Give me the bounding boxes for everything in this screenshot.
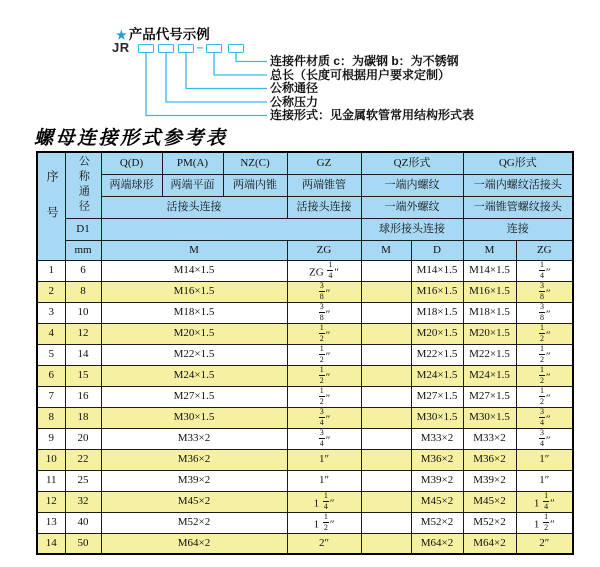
cell-m: M16×1.5 bbox=[101, 281, 287, 302]
cell-seq: 14 bbox=[37, 533, 65, 554]
cell-gz-zg: $\frac{3}{8}$ ″ bbox=[287, 302, 361, 323]
cell-qg-zg: $\frac{1}{4}$ ″ bbox=[516, 260, 573, 281]
table-title: 螺母连接形式参考表 bbox=[34, 128, 228, 149]
cell-m: M39×2 bbox=[101, 470, 287, 491]
cell-qg-zg: $\frac{3}{4}$ ″ bbox=[516, 428, 573, 449]
cell-seq: 4 bbox=[37, 323, 65, 344]
cell-qz-d: M18×1.5 bbox=[411, 302, 463, 323]
cell-seq: 3 bbox=[37, 302, 65, 323]
fraction: $\frac{1}{4}$ bbox=[328, 260, 333, 280]
fraction: $\frac{3}{4}$ bbox=[539, 428, 544, 448]
header-qz-ball-joint: 球形接头连接 bbox=[361, 218, 463, 240]
header-qg-m: M bbox=[463, 240, 516, 260]
cell-qg-m: M16×1.5 bbox=[463, 281, 516, 302]
cell-qg-m: M30×1.5 bbox=[463, 407, 516, 428]
cell-seq: 5 bbox=[37, 344, 65, 365]
table-row bbox=[37, 428, 573, 449]
fraction: $\frac{1}{2}$ bbox=[544, 512, 549, 532]
table-row bbox=[37, 491, 573, 512]
cell-gz-zg: $\frac{1}{2}$ ″ bbox=[287, 365, 361, 386]
cell-gz-zg: $\frac{1}{2}$ ″ bbox=[287, 323, 361, 344]
header-union-connection: 活接头连接 bbox=[101, 196, 287, 218]
fraction: $\frac{1}{2}$ bbox=[539, 386, 544, 406]
header-qg-taper-thread: 一端锥管螺纹接头 bbox=[463, 196, 573, 218]
cell-qz-d: M52×2 bbox=[411, 512, 463, 533]
table-row bbox=[37, 302, 573, 323]
cell-qz-d: M16×1.5 bbox=[411, 281, 463, 302]
fraction: $\frac{1}{2}$ bbox=[539, 344, 544, 364]
cell-seq: 7 bbox=[37, 386, 65, 407]
cell-m: M24×1.5 bbox=[101, 365, 287, 386]
cell-m: M20×1.5 bbox=[101, 323, 287, 344]
cell-dn: 6 bbox=[65, 260, 101, 281]
col-subheader-nz: 两端内锥 bbox=[223, 174, 287, 196]
cell-seq: 12 bbox=[37, 491, 65, 512]
connector-line-dn bbox=[186, 53, 267, 89]
cell-qz-m bbox=[361, 470, 411, 491]
cell-m: M45×2 bbox=[101, 491, 287, 512]
cell-qz-m bbox=[361, 491, 411, 512]
cell-seq: 1 bbox=[37, 260, 65, 281]
col-header-nz: NZ(C) bbox=[223, 152, 287, 174]
cell-m: M18×1.5 bbox=[101, 302, 287, 323]
fraction: $\frac{1}{2}$ bbox=[319, 365, 324, 385]
table-row bbox=[37, 365, 573, 386]
fraction: $\frac{1}{2}$ bbox=[539, 323, 544, 343]
code-label-length: 总长（长度可根据用户要求定制） bbox=[270, 67, 451, 82]
cell-qg-m: M22×1.5 bbox=[463, 344, 516, 365]
col-subheader-pm: 两端平面 bbox=[162, 174, 223, 196]
header-d1: D1 bbox=[65, 218, 101, 240]
cell-m: M33×2 bbox=[101, 428, 287, 449]
cell-qg-zg: 1″ bbox=[516, 449, 573, 470]
connector-line-pressure bbox=[166, 53, 267, 102]
table-row bbox=[37, 533, 573, 554]
cell-qg-zg: 1 $\frac{1}{2}$ ″ bbox=[516, 512, 573, 533]
cell-qg-m: M39×2 bbox=[463, 470, 516, 491]
cell-seq: 9 bbox=[37, 428, 65, 449]
cell-qz-m bbox=[361, 302, 411, 323]
cell-dn: 25 bbox=[65, 470, 101, 491]
header-m-span: M bbox=[101, 240, 287, 260]
cell-qz-d: M27×1.5 bbox=[411, 386, 463, 407]
cell-seq: 11 bbox=[37, 470, 65, 491]
fraction: $\frac{1}{2}$ bbox=[319, 344, 324, 364]
cell-qg-zg: $\frac{1}{2}$ ″ bbox=[516, 365, 573, 386]
cell-seq: 2 bbox=[37, 281, 65, 302]
table-row bbox=[37, 470, 573, 491]
cell-qg-zg: $\frac{3}{4}$ ″ bbox=[516, 407, 573, 428]
cell-dn: 14 bbox=[65, 344, 101, 365]
cell-qz-m bbox=[361, 323, 411, 344]
header-mm: mm bbox=[65, 240, 101, 260]
cell-dn: 18 bbox=[65, 407, 101, 428]
diagram-heading-text: 产品代号示例 bbox=[128, 27, 210, 42]
cell-qg-m: M14×1.5 bbox=[463, 260, 516, 281]
cell-qz-d: M36×2 bbox=[411, 449, 463, 470]
cell-qz-m bbox=[361, 533, 411, 554]
col-header-qz: QZ形式 bbox=[361, 152, 463, 174]
cell-qz-d: M20×1.5 bbox=[411, 323, 463, 344]
cell-qg-zg: 2″ bbox=[516, 533, 573, 554]
cell-qg-zg: 1 $\frac{1}{4}$ ″ bbox=[516, 491, 573, 512]
col-subheader-gz: 两端锥管 bbox=[287, 174, 361, 196]
header-qg-zg: ZG bbox=[516, 240, 573, 260]
cell-gz-zg: 1 $\frac{1}{2}$ ″ bbox=[287, 512, 361, 533]
cell-qz-d: M30×1.5 bbox=[411, 407, 463, 428]
cell-qg-m: M33×2 bbox=[463, 428, 516, 449]
cell-dn: 50 bbox=[65, 533, 101, 554]
cell-seq: 10 bbox=[37, 449, 65, 470]
cell-gz-zg: 1″ bbox=[287, 449, 361, 470]
cell-qz-m bbox=[361, 449, 411, 470]
cell-seq: 13 bbox=[37, 512, 65, 533]
cell-qz-d: M64×2 bbox=[411, 533, 463, 554]
cell-qg-zg: $\frac{1}{2}$ ″ bbox=[516, 386, 573, 407]
table-row bbox=[37, 260, 573, 281]
table-row bbox=[37, 449, 573, 470]
header-qz-d: D bbox=[411, 240, 463, 260]
cell-qg-m: M24×1.5 bbox=[463, 365, 516, 386]
cell-seq: 6 bbox=[37, 365, 65, 386]
cell-qz-m bbox=[361, 365, 411, 386]
fraction: $\frac{3}{8}$ bbox=[319, 281, 324, 301]
header-d1-empty bbox=[101, 218, 361, 240]
col-header-dn: 公称通径 bbox=[65, 152, 101, 218]
cell-dn: 15 bbox=[65, 365, 101, 386]
cell-dn: 12 bbox=[65, 323, 101, 344]
cell-qz-m bbox=[361, 260, 411, 281]
cell-m: M22×1.5 bbox=[101, 344, 287, 365]
fraction: $\frac{1}{4}$ bbox=[544, 491, 549, 511]
cell-qz-d: M22×1.5 bbox=[411, 344, 463, 365]
cell-m: M52×2 bbox=[101, 512, 287, 533]
cell-dn: 10 bbox=[65, 302, 101, 323]
fraction: $\frac{3}{8}$ bbox=[539, 302, 544, 322]
cell-qz-m bbox=[361, 407, 411, 428]
cell-qg-m: M18×1.5 bbox=[463, 302, 516, 323]
cell-m: M36×2 bbox=[101, 449, 287, 470]
cell-qg-zg: $\frac{3}{8}$ ″ bbox=[516, 302, 573, 323]
cell-gz-zg: $\frac{1}{2}$ ″ bbox=[287, 386, 361, 407]
code-label-dn: 公称通径 bbox=[270, 81, 319, 95]
table-row bbox=[37, 344, 573, 365]
cell-qz-m bbox=[361, 386, 411, 407]
cell-qz-d: M14×1.5 bbox=[411, 260, 463, 281]
table-row bbox=[37, 281, 573, 302]
fraction: $\frac{1}{4}$ bbox=[539, 260, 544, 280]
cell-qg-m: M64×2 bbox=[463, 533, 516, 554]
cell-gz-zg: 1″ bbox=[287, 470, 361, 491]
cell-dn: 8 bbox=[65, 281, 101, 302]
cell-qz-m bbox=[361, 428, 411, 449]
col-header-qg: QG形式 bbox=[463, 152, 573, 174]
table-row bbox=[37, 386, 573, 407]
header-qg-connection: 连接 bbox=[463, 218, 573, 240]
header-qz-m: M bbox=[361, 240, 411, 260]
cell-gz-zg: 2″ bbox=[287, 533, 361, 554]
cell-m: M30×1.5 bbox=[101, 407, 287, 428]
fraction: $\frac{3}{4}$ bbox=[319, 428, 324, 448]
header-gz-connection: 活接头连接 bbox=[287, 196, 361, 218]
table-row bbox=[37, 323, 573, 344]
cell-m: M64×2 bbox=[101, 533, 287, 554]
fraction: $\frac{1}{4}$ bbox=[323, 491, 328, 511]
cell-m: M14×1.5 bbox=[101, 260, 287, 281]
code-dash: – bbox=[196, 40, 204, 54]
cell-qz-d: M39×2 bbox=[411, 470, 463, 491]
table-row bbox=[37, 512, 573, 533]
cell-qz-d: M33×2 bbox=[411, 428, 463, 449]
star-icon: ★ bbox=[116, 28, 127, 42]
col-header-q: Q(D) bbox=[101, 152, 162, 174]
header-gz-zg: ZG bbox=[287, 240, 361, 260]
connector-line-material bbox=[236, 53, 267, 62]
connector-line-length bbox=[214, 53, 267, 75]
fraction: $\frac{1}{2}$ bbox=[539, 365, 544, 385]
cell-dn: 40 bbox=[65, 512, 101, 533]
cell-qg-zg: $\frac{3}{8}$ ″ bbox=[516, 281, 573, 302]
cell-seq: 8 bbox=[37, 407, 65, 428]
cell-qg-zg: 1″ bbox=[516, 470, 573, 491]
cell-qg-zg: $\frac{1}{2}$ ″ bbox=[516, 323, 573, 344]
cell-qg-m: M27×1.5 bbox=[463, 386, 516, 407]
fraction: $\frac{3}{8}$ bbox=[539, 281, 544, 301]
code-label-material: 连接件材质 c：为碳钢 b：为不锈钢 bbox=[270, 54, 459, 68]
table-body bbox=[37, 260, 573, 554]
cell-gz-zg: 1 $\frac{1}{4}$ ″ bbox=[287, 491, 361, 512]
cell-gz-zg: $\frac{3}{4}$ ″ bbox=[287, 407, 361, 428]
fraction: $\frac{1}{2}$ bbox=[323, 512, 328, 532]
cell-qz-m bbox=[361, 344, 411, 365]
code-label-form: 连接形式：见金属软管常用结构形式表 bbox=[270, 108, 475, 122]
code-prefix: JR bbox=[112, 40, 130, 55]
cell-qg-zg: $\frac{1}{2}$ ″ bbox=[516, 344, 573, 365]
cell-qg-m: M52×2 bbox=[463, 512, 516, 533]
cell-qz-m bbox=[361, 281, 411, 302]
connector-line-form bbox=[146, 53, 267, 116]
cell-dn: 32 bbox=[65, 491, 101, 512]
cell-qg-m: M45×2 bbox=[463, 491, 516, 512]
cell-gz-zg: $\frac{1}{2}$ ″ bbox=[287, 344, 361, 365]
cell-qz-d: M45×2 bbox=[411, 491, 463, 512]
fraction: $\frac{3}{4}$ bbox=[539, 407, 544, 427]
fraction: $\frac{1}{2}$ bbox=[319, 386, 324, 406]
cell-dn: 20 bbox=[65, 428, 101, 449]
fraction: $\frac{3}{4}$ bbox=[319, 407, 324, 427]
col-subheader-qz: 一端内螺纹 bbox=[361, 174, 463, 196]
nut-connection-reference-table bbox=[36, 151, 574, 555]
cell-dn: 22 bbox=[65, 449, 101, 470]
cell-m: M27×1.5 bbox=[101, 386, 287, 407]
table-row bbox=[37, 407, 573, 428]
col-header-pm: PM(A) bbox=[162, 152, 223, 174]
cell-dn: 16 bbox=[65, 386, 101, 407]
col-header-gz: GZ bbox=[287, 152, 361, 174]
fraction: $\frac{1}{2}$ bbox=[319, 323, 324, 343]
cell-gz-zg: $\frac{3}{4}$ ″ bbox=[287, 428, 361, 449]
col-subheader-q: 两端球形 bbox=[101, 174, 162, 196]
cell-gz-zg: ZG $\frac{1}{4}$ ″ bbox=[287, 260, 361, 281]
cell-qz-d: M24×1.5 bbox=[411, 365, 463, 386]
fraction: $\frac{3}{8}$ bbox=[319, 302, 324, 322]
cell-qz-m bbox=[361, 512, 411, 533]
header-qz-external-thread: 一端外螺纹 bbox=[361, 196, 463, 218]
col-subheader-qg: 一端内螺纹活接头 bbox=[463, 174, 573, 196]
cell-gz-zg: $\frac{3}{8}$ ″ bbox=[287, 281, 361, 302]
col-header-seq: 序号 bbox=[37, 152, 65, 260]
cell-qg-m: M20×1.5 bbox=[463, 323, 516, 344]
cell-qg-m: M36×2 bbox=[463, 449, 516, 470]
code-label-pressure: 公称压力 bbox=[270, 94, 319, 109]
